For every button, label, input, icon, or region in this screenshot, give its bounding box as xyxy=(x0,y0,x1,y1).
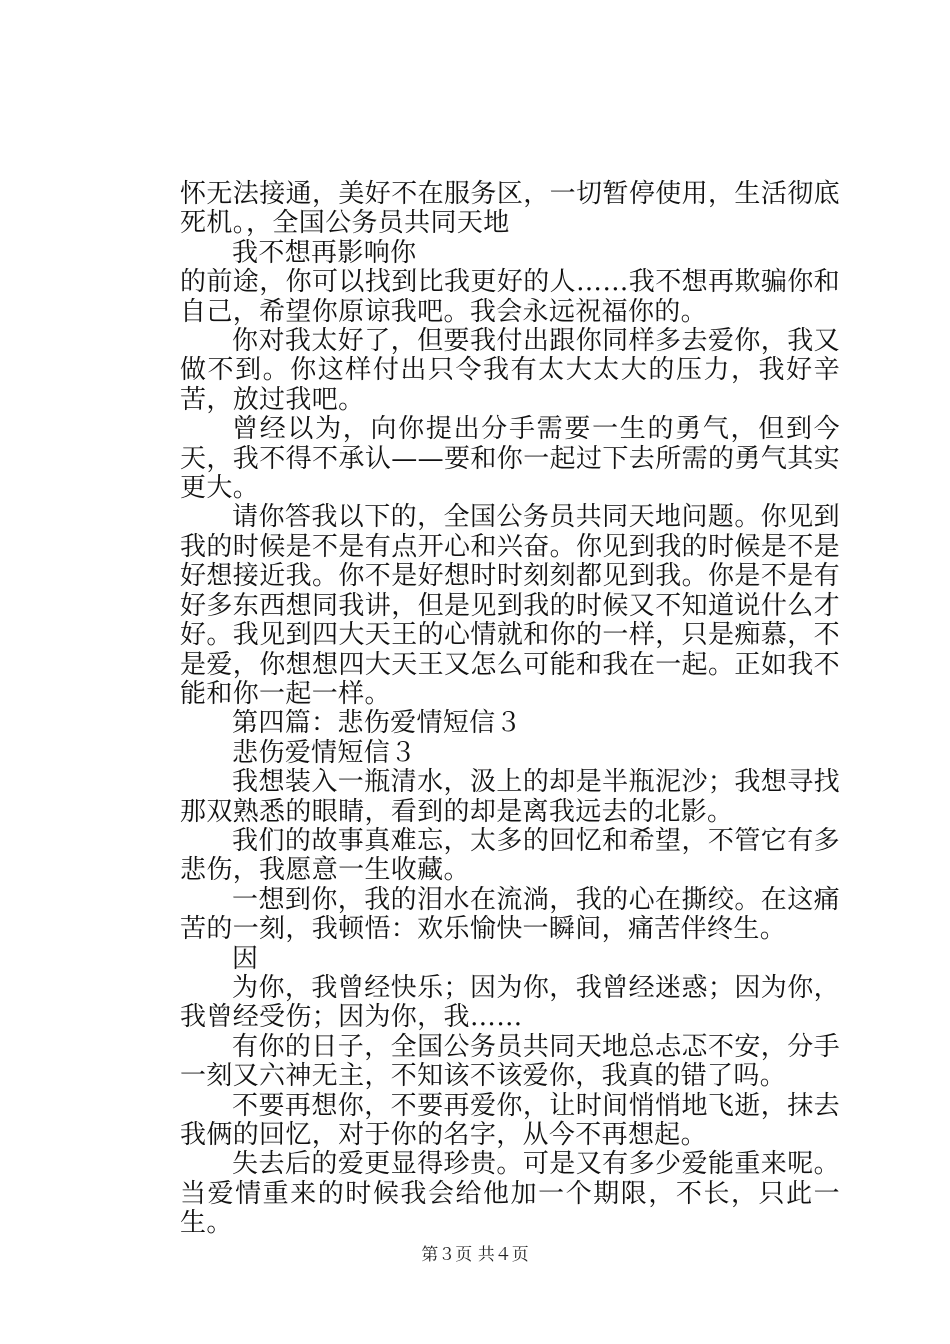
section-heading: 第四篇：悲伤爱情短信３ xyxy=(232,708,522,739)
paragraph-14: 有你的日子，全国公务员共同天地总忐忑不安，分手一刻又六神无主，不知该不该爱你，我真的错了吗。 xyxy=(180,1031,840,1092)
paragraph-2: 我不想再影响你 xyxy=(232,237,417,268)
paragraph-16: 失去后的爱更显得珍贵。可是又有多少爱能重来呢。当爱情重来的时候我会给他加一个期限，不长，只此一生。 xyxy=(180,1149,840,1239)
paragraph-1: 怀无法接通，美好不在服务区，一切暂停使用，生活彻底死机。，全国公务员共同天地 xyxy=(180,179,840,239)
paragraph-3: 的前途，你可以找到比我更好的人……我不想再欺骗你和自己，希望你原谅我吧。我会永远祝福你的。 xyxy=(180,267,840,327)
paragraph-5: 曾经以为，向你提出分手需要一生的勇气，但到今天，我不得不承认——要和你一起过下去所需的勇气其实更大。 xyxy=(180,414,840,504)
paragraph-4: 你对我太好了，但要我付出跟你同样多去爱你，我又做不到。你这样付出只令我有太大太大的压力，我好辛苦，放过我吧。 xyxy=(180,326,840,415)
paragraph-11: 一想到你，我的泪水在流淌，我的心在撕绞。在这痛苦的一刻，我顿悟：欢乐愉快一瞬间，痛苦伴终生。 xyxy=(180,884,840,945)
paragraph-15: 不要再想你，不要再爱你，让时间悄悄地飞逝，抹去我俩的回忆，对于你的名字，从今不再想起。 xyxy=(180,1090,840,1150)
paragraph-12: 因 xyxy=(232,943,259,974)
paragraph-6: 请你答我以下的，全国公务员共同天地问题。你见到我的时候是不是有点开心和兴奋。你见到我的时候是不是好想接近我。你不是好想时时刻刻都见到我。你是不是有好多东西想同我讲，但是见到我的时候又不知道说什么才好。我见到四大天王的心情就和你的一样，只是痴慕，不是爱，你想想四大天王又怎么可能和我在一起。正如我不能和你一起一样。 xyxy=(180,502,840,709)
section-subheading: 悲伤爱情短信３ xyxy=(232,737,417,768)
document-body xyxy=(180,180,840,1239)
page-number-footer: 第３页 共４页 xyxy=(421,1245,529,1265)
paragraph-9: 我想装入一瓶清水，汲上的却是半瓶泥沙；我想寻找那双熟悉的眼睛，看到的却是离我远去的北影。 xyxy=(180,767,840,827)
paragraph-13: 为你，我曾经快乐；因为你，我曾经迷惑；因为你，我曾经受伤；因为你，我…… xyxy=(180,972,840,1033)
paragraph-10: 我们的故事真难忘，太多的回忆和希望，不管它有多悲伤，我愿意一生收藏。 xyxy=(180,825,840,886)
